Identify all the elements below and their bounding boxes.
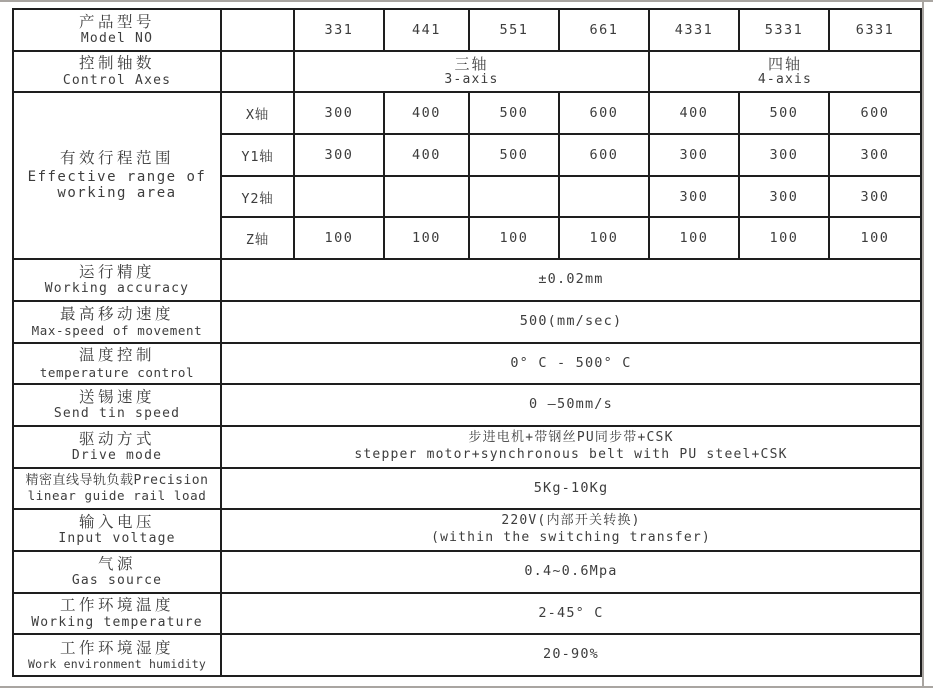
- spec-row-gas-source: [13, 551, 921, 593]
- spec-value-cell: 500(mm/sec): [221, 301, 921, 343]
- range-value-cell: 500: [469, 134, 559, 176]
- model-label-cell: [13, 9, 221, 51]
- range-value-cell: 400: [649, 92, 739, 134]
- spec-row-send-tin-speed: [13, 384, 921, 426]
- spec-label-cell: [13, 343, 221, 385]
- model-number-cell: 331: [294, 9, 384, 51]
- page-top-rule: [0, 0, 933, 2]
- axis-name-cell: Y1轴: [221, 134, 294, 176]
- range-value-cell: 100: [294, 217, 384, 259]
- range-value-cell: [384, 176, 469, 218]
- range-value-cell: 300: [739, 176, 829, 218]
- model-label-en: Model NO: [80, 31, 154, 47]
- model-number-cell: 6331: [829, 9, 921, 51]
- model-label-zh: 产品型号: [78, 12, 155, 31]
- model-number-cell: 551: [469, 9, 559, 51]
- range-value-cell: 100: [384, 217, 469, 259]
- spec-label-zh: 送锡速度: [78, 387, 155, 406]
- spec-label-en: Working temperature: [31, 614, 203, 630]
- spec-label-zh: 工作环境温度: [59, 596, 174, 615]
- range-value-cell: 600: [559, 92, 649, 134]
- spec-value-cell: 20-90%: [221, 634, 921, 676]
- spec-label-zh: 温度控制: [78, 346, 155, 365]
- axis-name-cell: X轴: [221, 92, 294, 134]
- range-value-cell: 300: [294, 134, 384, 176]
- range-label-cell: [13, 92, 221, 259]
- four-axis-en: 4-axis: [757, 72, 813, 88]
- spec-label-cell: [13, 384, 221, 426]
- three-axis-cell: [294, 51, 649, 93]
- range-value-cell: [559, 176, 649, 218]
- spec-label-en: linear guide rail load: [27, 488, 207, 504]
- spec-label-zh: 输入电压: [78, 512, 155, 531]
- model-number-cell: 5331: [739, 9, 829, 51]
- spec-row-temperature-control: [13, 343, 921, 385]
- range-value-cell: 300: [649, 134, 739, 176]
- spec-row-input-voltage: [13, 509, 921, 551]
- spec-row-max-speed: [13, 301, 921, 343]
- spec-value-line2: (within the switching transfer): [431, 530, 711, 546]
- range-label-en-line1: Effective range of: [27, 168, 207, 185]
- range-value-cell: [469, 176, 559, 218]
- page-bottom-rule: [0, 686, 933, 688]
- range-value-cell: 400: [384, 92, 469, 134]
- spec-row-working-temperature: [13, 593, 921, 635]
- spec-value-line1: 220V(内部开关转换): [501, 513, 641, 529]
- range-row-x: [13, 92, 921, 134]
- range-value-cell: 100: [829, 217, 921, 259]
- spec-label-cell: [13, 301, 221, 343]
- axis-name-cell: Z轴: [221, 217, 294, 259]
- spec-label-zh: 最高移动速度: [59, 304, 174, 323]
- control-axes-label-zh: 控制轴数: [78, 54, 155, 73]
- control-axes-label-cell: [13, 51, 221, 93]
- spec-label-cell: [13, 509, 221, 551]
- three-axis-zh: 三轴: [454, 55, 489, 74]
- spec-label-cell: [13, 593, 221, 635]
- spec-row-drive-mode: [13, 426, 921, 468]
- spec-value-line1: 步进电机+带钢丝PU同步带+CSK: [468, 429, 674, 445]
- spec-label-zh: 驱动方式: [78, 429, 155, 448]
- spec-value-cell: 0 —50mm/s: [221, 384, 921, 426]
- spec-value-line2: stepper motor+synchronous belt with PU steel+CSK: [354, 446, 788, 462]
- model-number-cell: 441: [384, 9, 469, 51]
- four-axis-zh: 四轴: [767, 55, 802, 74]
- range-value-cell: [294, 176, 384, 218]
- spec-label-cell: [13, 634, 221, 676]
- specifications-table: [12, 8, 922, 677]
- range-value-cell: 300: [739, 134, 829, 176]
- range-value-cell: 300: [829, 176, 921, 218]
- four-axis-cell: [649, 51, 921, 93]
- spec-label-en: Working accuracy: [44, 281, 190, 297]
- control-axes-row: [13, 51, 921, 93]
- spec-label-en: Work environment humidity: [27, 657, 207, 672]
- model-number-cell: 4331: [649, 9, 739, 51]
- spec-value-cell: 5Kg-10Kg: [221, 468, 921, 510]
- spec-label-zh: 工作环境湿度: [59, 638, 174, 657]
- range-value-cell: 600: [829, 92, 921, 134]
- spec-label-cell: [13, 468, 221, 510]
- axis-name-cell: Y2轴: [221, 176, 294, 218]
- range-value-cell: 100: [559, 217, 649, 259]
- spec-value-cell: 0° C - 500° C: [221, 343, 921, 385]
- spec-label-cell: [13, 551, 221, 593]
- range-value-cell: 300: [294, 92, 384, 134]
- spec-row-work-humidity: [13, 634, 921, 676]
- range-value-cell: 100: [739, 217, 829, 259]
- spec-value-cell: 0.4~0.6Mpa: [221, 551, 921, 593]
- control-axes-label-en: Control Axes: [62, 72, 172, 88]
- range-value-cell: 300: [829, 134, 921, 176]
- spec-label-en: temperature control: [39, 364, 195, 380]
- spec-row-working-accuracy: [13, 259, 921, 301]
- spec-label-zh: 气源: [97, 554, 136, 573]
- spec-label-zh: 运行精度: [78, 262, 155, 281]
- empty-subheader-cell: [221, 51, 294, 93]
- range-value-cell: 600: [559, 134, 649, 176]
- spec-value-cell: [221, 426, 921, 468]
- spec-label-en: Max-speed of movement: [31, 323, 203, 339]
- page-right-rule: [922, 0, 924, 688]
- spec-label-zh: 精密直线导轨负载Precision: [25, 473, 209, 489]
- range-value-cell: 100: [649, 217, 739, 259]
- model-number-cell: 661: [559, 9, 649, 51]
- range-value-cell: 300: [649, 176, 739, 218]
- empty-subheader-cell: [221, 9, 294, 51]
- range-value-cell: 400: [384, 134, 469, 176]
- spec-label-en: Send tin speed: [53, 406, 181, 422]
- spec-value-cell: 2-45° C: [221, 593, 921, 635]
- spec-row-guide-rail-load: [13, 468, 921, 510]
- spec-label-cell: [13, 426, 221, 468]
- spec-label-en: Input voltage: [58, 531, 176, 547]
- range-label-en-line2: working area: [57, 185, 177, 202]
- range-value-cell: 100: [469, 217, 559, 259]
- spec-label-cell: [13, 259, 221, 301]
- range-value-cell: 500: [739, 92, 829, 134]
- range-label-zh: 有效行程范围: [59, 149, 174, 168]
- spec-label-en: Drive mode: [71, 447, 163, 463]
- spec-value-cell: [221, 509, 921, 551]
- spec-label-en: Gas source: [71, 573, 163, 588]
- range-value-cell: 500: [469, 92, 559, 134]
- model-row: [13, 9, 921, 51]
- spec-value-cell: ±0.02mm: [221, 259, 921, 301]
- three-axis-en: 3-axis: [444, 72, 499, 88]
